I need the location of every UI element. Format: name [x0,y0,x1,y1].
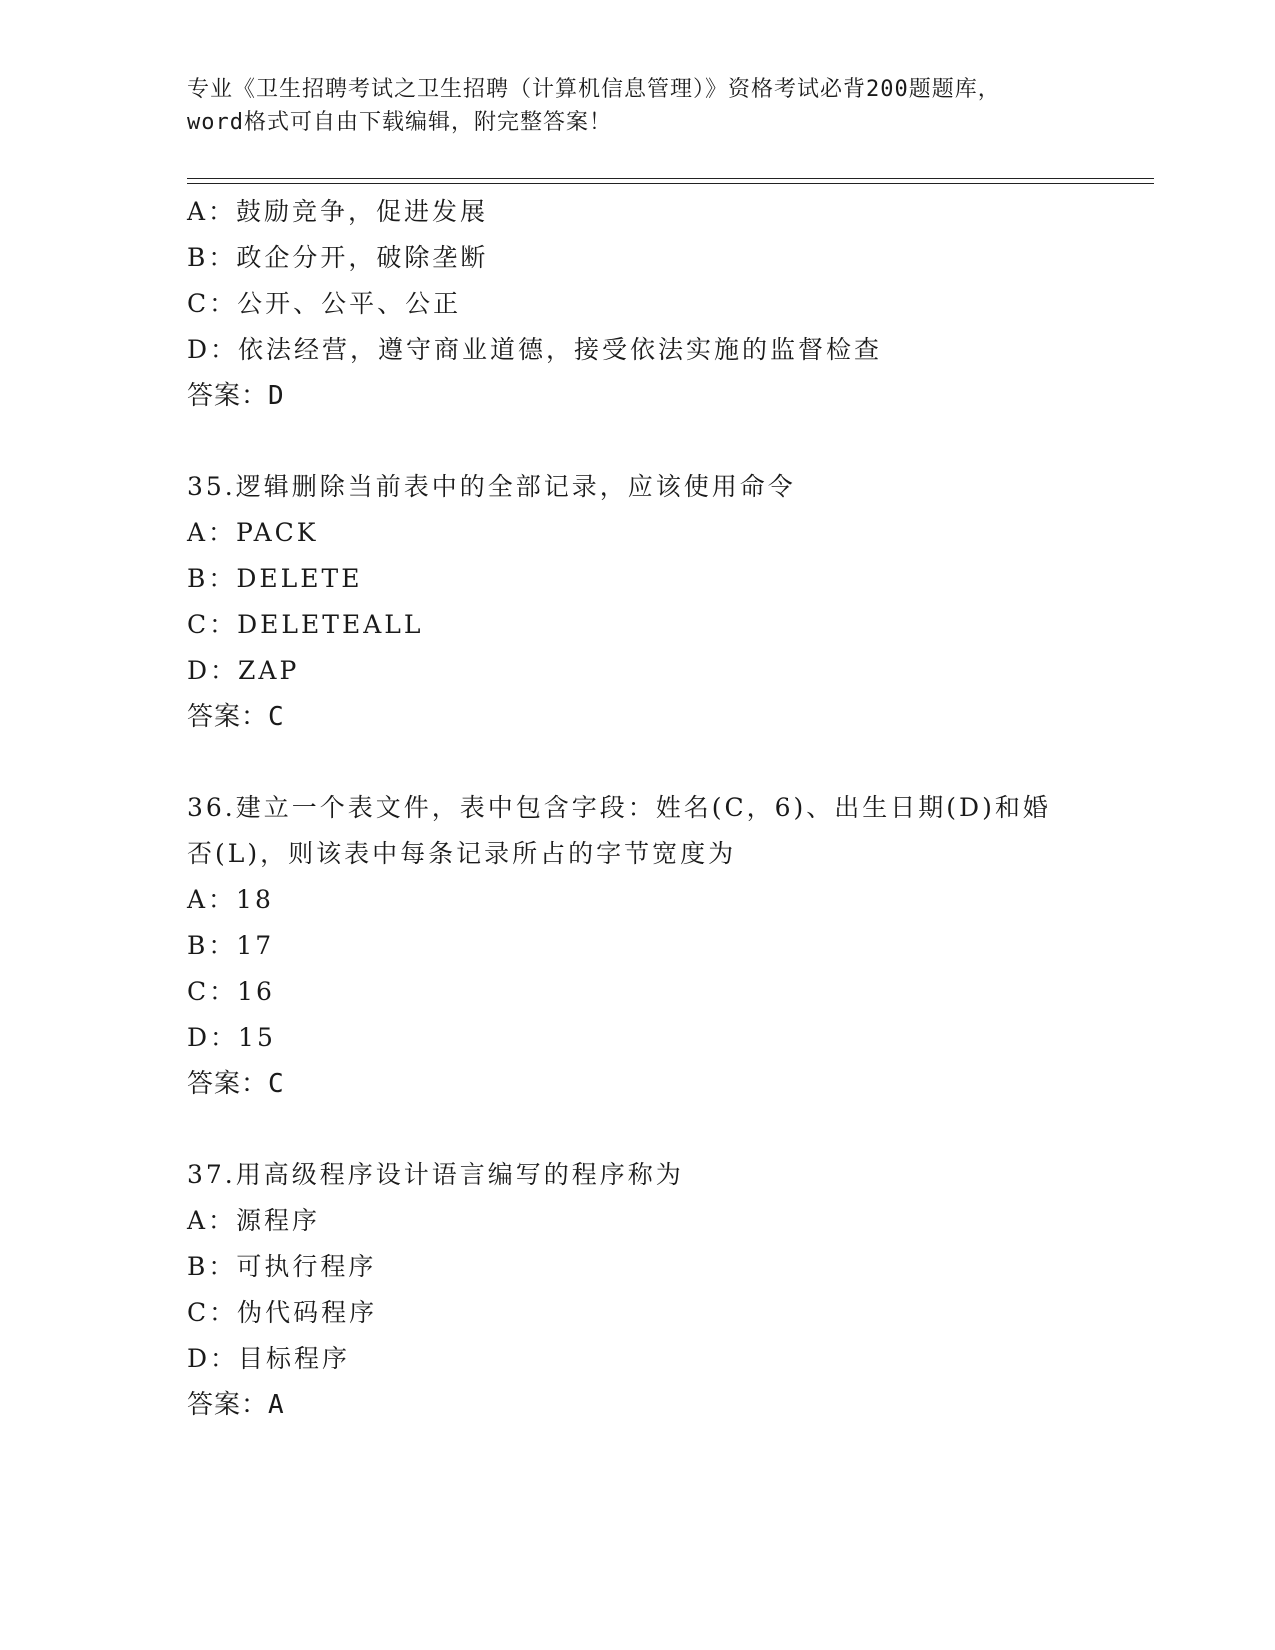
header-line-1: 专业《卫生招聘考试之卫生招聘（计算机信息管理）》资格考试必背200题题库， [187,77,1001,102]
question-block-37 [187,1152,1147,1428]
question-list [187,189,1147,1428]
header-divider-bottom [187,183,1154,184]
option-b: B：DELETE [187,564,363,593]
question-stem: 37.用高级程序设计语言编写的程序称为 [187,1160,684,1189]
option-c: C：公开、公平、公正 [187,289,462,318]
option-a: A：鼓励竞争，促进发展 [187,197,489,226]
question-block-34 [187,189,1147,419]
option-c: C：伪代码程序 [187,1298,378,1327]
option-a: A：PACK [187,518,319,547]
option-d: D：依法经营，遵守商业道德，接受依法实施的监督检查 [187,335,883,364]
question-block-35 [187,464,1147,740]
answer: 答案：C [187,1069,285,1099]
header-line-2: word格式可自由下载编辑，附完整答案！ [187,110,612,135]
option-a: A：18 [187,885,274,914]
option-b: B：政企分开，破除垄断 [187,243,489,272]
option-b: B：可执行程序 [187,1252,377,1281]
answer: 答案：D [187,381,285,411]
option-a: A：源程序 [187,1206,321,1235]
option-d: D：15 [187,1023,276,1052]
question-stem: 35.逻辑删除当前表中的全部记录，应该使用命令 [187,472,796,501]
option-b: B：17 [187,931,275,960]
question-stem-line-1: 36.建立一个表文件，表中包含字段：姓名(C，6)、出生日期(D)和婚 [187,793,1051,822]
question-stem-line-2: 否(L)，则该表中每条记录所占的字节宽度为 [187,839,737,868]
option-d: D：ZAP [187,656,300,685]
document-header [187,73,1087,139]
option-d: D：目标程序 [187,1344,351,1373]
option-c: C：DELETEALL [187,610,424,639]
answer: 答案：C [187,702,285,732]
option-c: C：16 [187,977,275,1006]
header-divider-top [187,178,1154,179]
question-block-36 [187,785,1147,1107]
answer: 答案：A [187,1390,285,1420]
